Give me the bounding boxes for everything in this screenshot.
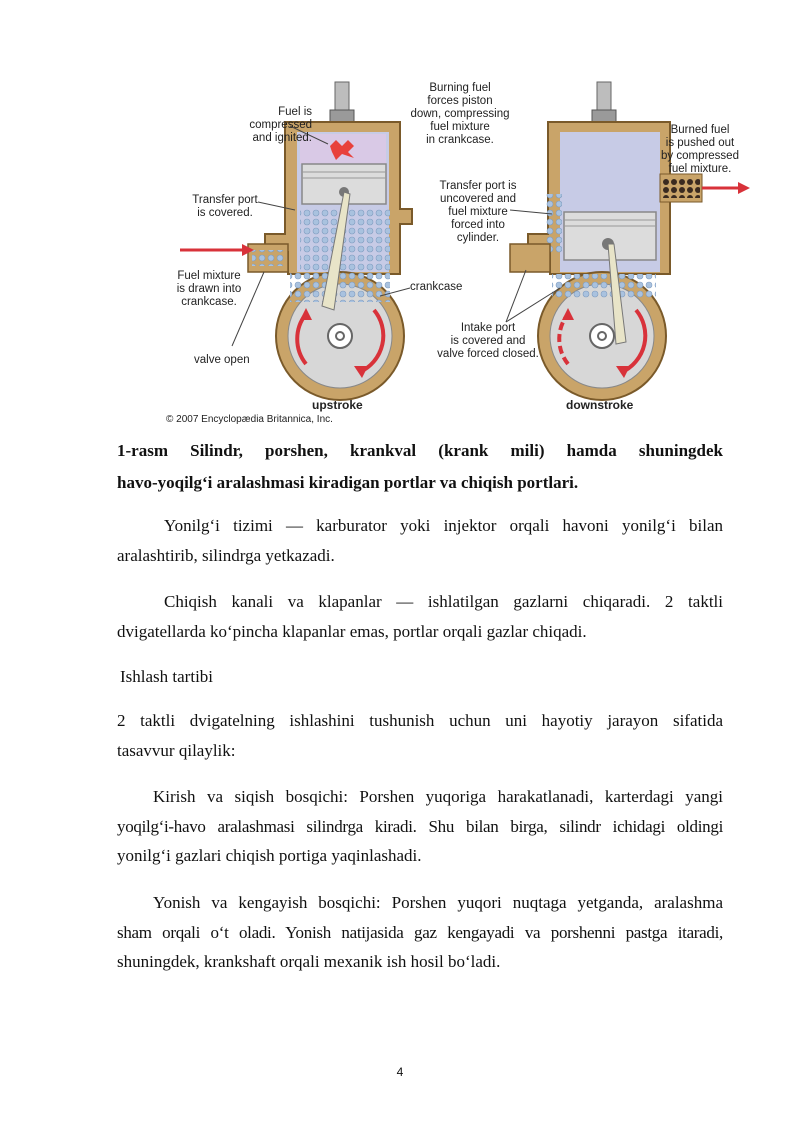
label-burned-fuel: Burned fuel is pushed out by compressed fuel mixture. <box>661 124 739 175</box>
label-fuel-compressed: Fuel is compressed and ignited. <box>249 106 312 144</box>
label-fuel-drawn: Fuel mixture is drawn into crankcase. <box>176 270 242 308</box>
spark-plug-icon <box>597 82 611 112</box>
caption-line-2: havo-yoqilg‘i aralashmasi kiradigan portlar va chiqish portlari. <box>117 473 579 492</box>
paragraph-intake-compression: Kirish va siqish bosqichi: Porshen yuqoriga harakatlanadi, karterdagi yangi yoqilg‘i-havo aralashmasi silindrga kiradi. Shu bilan birga, silindr ichidagi oldingi yonilg‘i gazlari chiqish portiga yaqinlashadi. <box>117 787 723 865</box>
label-intake-covered: Intake port is covered and valve forced closed. <box>437 322 539 360</box>
figure-caption <box>117 435 723 499</box>
paragraph-exhaust: Chiqish kanali va klapanlar — ishlatilgan gazlarni chiqaradi. 2 taktli dvigatellarda ko‘pincha klapanlar emas, portlar orqali gazlar chiqadi. <box>117 592 723 641</box>
label-crankcase: crankcase <box>410 281 463 293</box>
label-downstroke: downstroke <box>566 398 634 412</box>
label-transfer-covered: Transfer port is covered. <box>192 194 258 219</box>
paragraph-fuel-system: Yonilg‘i tizimi — karburator yoki injektor orqali havoni yonilg‘i bilan aralashtirib, silindrga yetkazadi. <box>117 516 723 565</box>
label-valve-open: valve open <box>194 354 250 366</box>
page-number: 4 <box>396 1065 404 1079</box>
spark-plug-icon <box>335 82 349 112</box>
paragraph-combustion: Yonish va kengayish bosqichi: Porshen yuqori nuqtaga yetganda, aralashma sham orqali o‘t oladi. Yonish natijasida gaz kengayadi va porshenni pastga itaradi, shuningdek, krankshaft orqali mexanik ish hosil bo‘ladi. <box>117 893 723 971</box>
label-transfer-uncovered: Transfer port is uncovered and fuel mixture forced into cylinder. <box>439 180 517 244</box>
label-burning-fuel: Burning fuel forces piston down, compressing fuel mixture in crankcase. <box>410 82 510 146</box>
section-heading: Ishlash tartibi <box>120 667 214 686</box>
engine-figure <box>150 74 750 434</box>
label-upstroke: upstroke <box>312 398 363 412</box>
paragraph-intro: 2 taktli dvigatelning ishlashini tushunish uchun uni hayotiy jarayon sifatida tasavvur qilaylik: <box>117 711 723 760</box>
copyright-notice: © 2007 Encyclopædia Britannica, Inc. <box>166 414 333 425</box>
caption-line-1: 1-rasm Silindr, porshen, krankval (krank mili) hamda shuningdek <box>117 441 723 460</box>
